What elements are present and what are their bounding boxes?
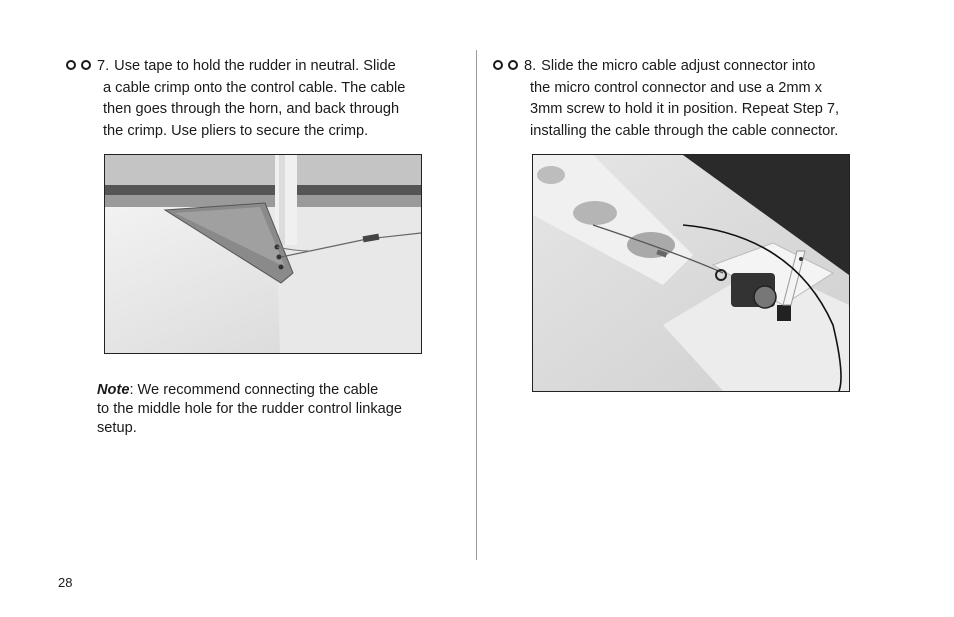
column-divider [476, 50, 477, 560]
note-text-line: : We recommend connecting the cable [129, 382, 379, 398]
rudder-horn-photo [104, 154, 422, 354]
note-text-line: to the middle hole for the rudder control linkage [97, 401, 403, 417]
step-number: 7. [97, 58, 110, 74]
checkbox-icon[interactable] [508, 60, 518, 70]
step-text-line: a cable crimp onto the control cable. The cable [103, 79, 406, 96]
step-text-line: the micro control connector and use a 2mm x [530, 79, 823, 96]
note-text-line: setup. [97, 420, 137, 436]
step-text-line: installing the cable through the cable connector. [530, 122, 839, 139]
cable-connector-photo [532, 154, 850, 392]
cable-connector-illustration [533, 155, 849, 391]
step-text-line: Use tape to hold the rudder in neutral. Slide [114, 58, 396, 74]
step-7 [66, 56, 438, 142]
step-text-line: Slide the micro cable adjust connector into [541, 58, 816, 74]
step-8 [493, 56, 865, 142]
step-text-line: then goes through the horn, and back through [103, 101, 400, 117]
rudder-horn-illustration [105, 155, 421, 353]
note-label: Note [97, 382, 130, 398]
note [97, 381, 437, 438]
checkbox-icon[interactable] [66, 60, 76, 70]
step-text-line: the crimp. Use pliers to secure the crimp. [103, 122, 369, 139]
step-text-line: 3mm screw to hold it in position. Repeat Step 7, [530, 101, 840, 117]
page-number: 28 [58, 575, 73, 590]
checkbox-icon[interactable] [493, 60, 503, 70]
checkbox-icon[interactable] [81, 60, 91, 70]
step-number: 8. [524, 58, 537, 74]
